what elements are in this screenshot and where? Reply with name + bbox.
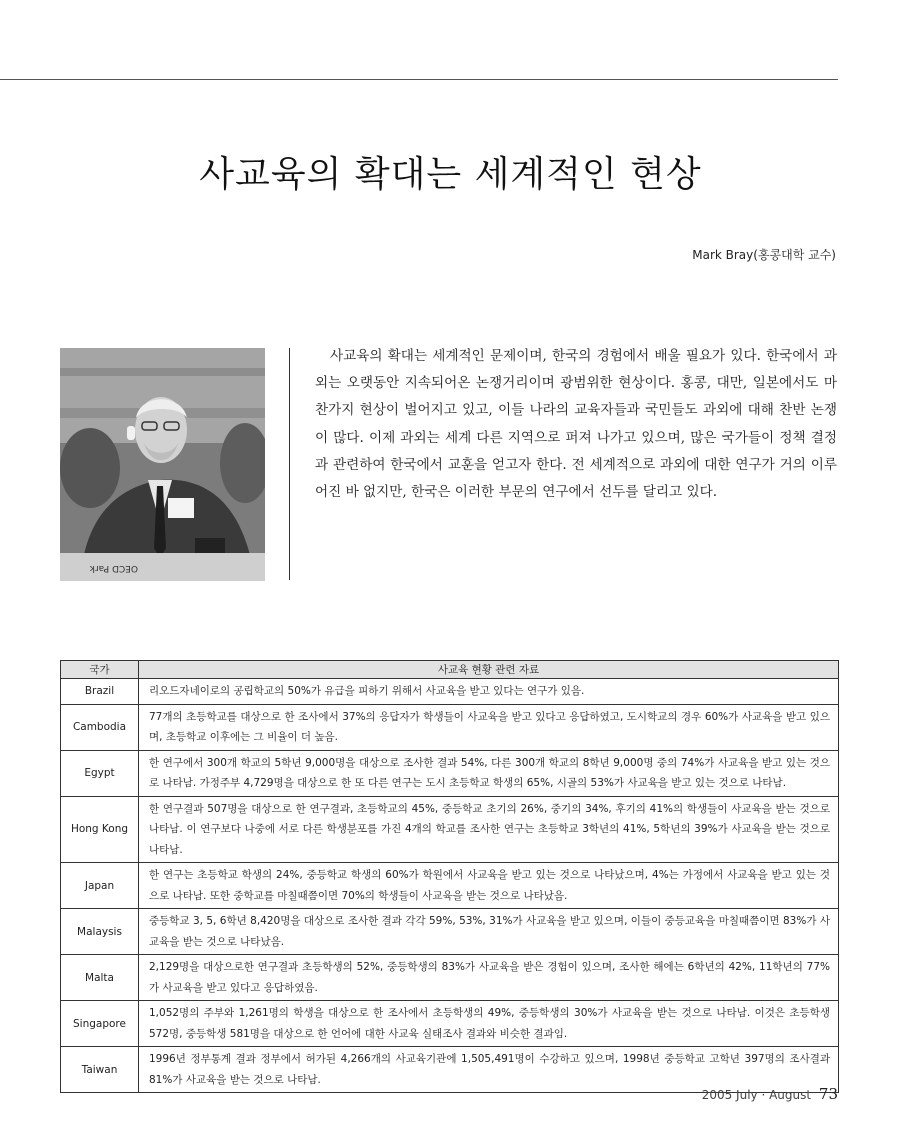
header-country: 국가 — [61, 661, 139, 679]
description-cell: 한 연구에서 300개 학교의 5학년 9,000명을 대상으로 조사한 결과 54%, 다른 300개 학교의 8학년 9,000명 중의 74%가 사교육을 받고 있는 것으로 나타남. 가정주부 4,729명을 대상으로 한 또 다른 연구는 도시 초등학교 학생의 65%, 시골의 53%가 사교육을 받고 있는 것으로 나타남. — [139, 750, 839, 796]
country-cell: Taiwan — [61, 1047, 139, 1093]
table-row — [61, 679, 839, 705]
country-cell: Egypt — [61, 750, 139, 796]
table-row — [61, 955, 839, 1001]
country-cell: Brazil — [61, 679, 139, 705]
description-cell: 한 연구는 초등학교 학생의 24%, 중등학교 학생의 60%가 학원에서 사교육을 받고 있는 것으로 나타났으며, 4%는 가정에서 사교육을 받고 있는 것으로 나타남. 또한 중학교를 마칠때쯤이면 70%의 학생들이 사교육을 받는 것으로 나타났음. — [139, 863, 839, 909]
country-cell: Malaysis — [61, 909, 139, 955]
top-rule — [0, 79, 838, 80]
description-cell: 2,129명을 대상으로한 연구결과 초등학생의 52%, 중등학생의 83%가 사교육을 받은 경험이 있으며, 조사한 해에는 6학년의 42%, 11학년의 77%가 사교육을 받고 있다고 응답하였음. — [139, 955, 839, 1001]
author-photo-illustration — [60, 348, 265, 581]
country-cell: Cambodia — [61, 704, 139, 750]
description-cell: 한 연구결과 507명을 대상으로 한 연구결과, 초등학교의 45%, 중등학교 초기의 26%, 중기의 34%, 후기의 41%의 학생들이 사교육을 받는 것으로 나타남. 이 연구보다 나중에 서로 다른 학생분포를 가진 4개의 학교를 조사한 연구는 초등학교 3학년의 41%, 5학년의 39%가 사교육을 받는 것으로 나타남. — [139, 796, 839, 863]
country-cell: Malta — [61, 955, 139, 1001]
page-footer — [702, 1085, 838, 1103]
article-title: 사교육의 확대는 세계적인 현상 — [199, 154, 702, 195]
author-byline: Mark Bray(홍콩대학 교수) — [692, 248, 836, 262]
table-header-row — [61, 661, 839, 679]
vertical-divider — [289, 348, 290, 580]
table-row — [61, 750, 839, 796]
private-tutoring-table — [60, 660, 839, 1093]
header-data: 사교육 현황 관련 자료 — [139, 661, 839, 679]
table-row — [61, 909, 839, 955]
issue-date: 2005 July · August — [701, 1088, 812, 1102]
table-row — [61, 704, 839, 750]
description-cell: 리오드자네이로의 공립학교의 50%가 유급을 피하기 위해서 사교육을 받고 있다는 연구가 있음. — [139, 679, 839, 705]
description-cell: 1996년 정부통계 결과 정부에서 허가된 4,266개의 사교육기관에 1,505,491명이 수강하고 있으며, 1998년 중등학교 고학년 397명의 조사결과 81%가 사교육을 받는 것으로 나타남. — [139, 1047, 839, 1093]
country-cell: Japan — [61, 863, 139, 909]
description-cell: 중등학교 3, 5, 6학년 8,420명을 대상으로 조사한 결과 각각 59%, 53%, 31%가 사교육을 받고 있으며, 이들이 중등교육을 마칠때쯤이면 83%가 사교육을 받는 것으로 나타났음. — [139, 909, 839, 955]
country-cell: Singapore — [61, 1001, 139, 1047]
table-row — [61, 796, 839, 863]
intro-paragraph: 사교육의 확대는 세계적인 문제이며, 한국의 경험에서 배울 필요가 있다. 한국에서 과외는 오랫동안 지속되어온 논쟁거리이며 광범위한 현상이다. 홍콩, 대만, 일본에서도 마찬가지 현상이 벌어지고 있고, 이들 나라의 교육자들과 국민들도 과외에 대해 찬반 논쟁이 많다. 이제 과외는 세계 다른 지역으로 퍼져 나가고 있으며, 많은 국가들이 정책 결정과 관련하여 한국에서 교훈을 얻고자 한다. 전 세계적으로 과외에 대한 연구가 거의 이루어진 바 없지만, 한국은 이러한 부문의 연구에서 선두를 달리고 있다. — [315, 348, 837, 501]
table-row — [61, 1001, 839, 1047]
description-cell: 1,052명의 주부와 1,261명의 학생을 대상으로 한 조사에서 초등학생의 49%, 중등학생의 30%가 사교육을 받는 것으로 나타남. 이것은 초등학생 572명, 중등학생 581명을 대상으로 한 언어에 대한 사교육 실태조사 결과와 비슷한 결과임. — [139, 1001, 839, 1047]
description-cell: 77개의 초등학교를 대상으로 한 조사에서 37%의 응답자가 학생들이 사교육을 받고 있다고 응답하였고, 도시학교의 경우 60%가 사교육을 받고 있으며, 초등학교 이후에는 그 비율이 더 높음. — [139, 704, 839, 750]
page-number: 73 — [818, 1085, 838, 1103]
country-cell: Hong Kong — [61, 796, 139, 863]
table-row — [61, 863, 839, 909]
author-photo — [60, 348, 265, 581]
name-placard-text: OECD Park — [89, 563, 138, 573]
